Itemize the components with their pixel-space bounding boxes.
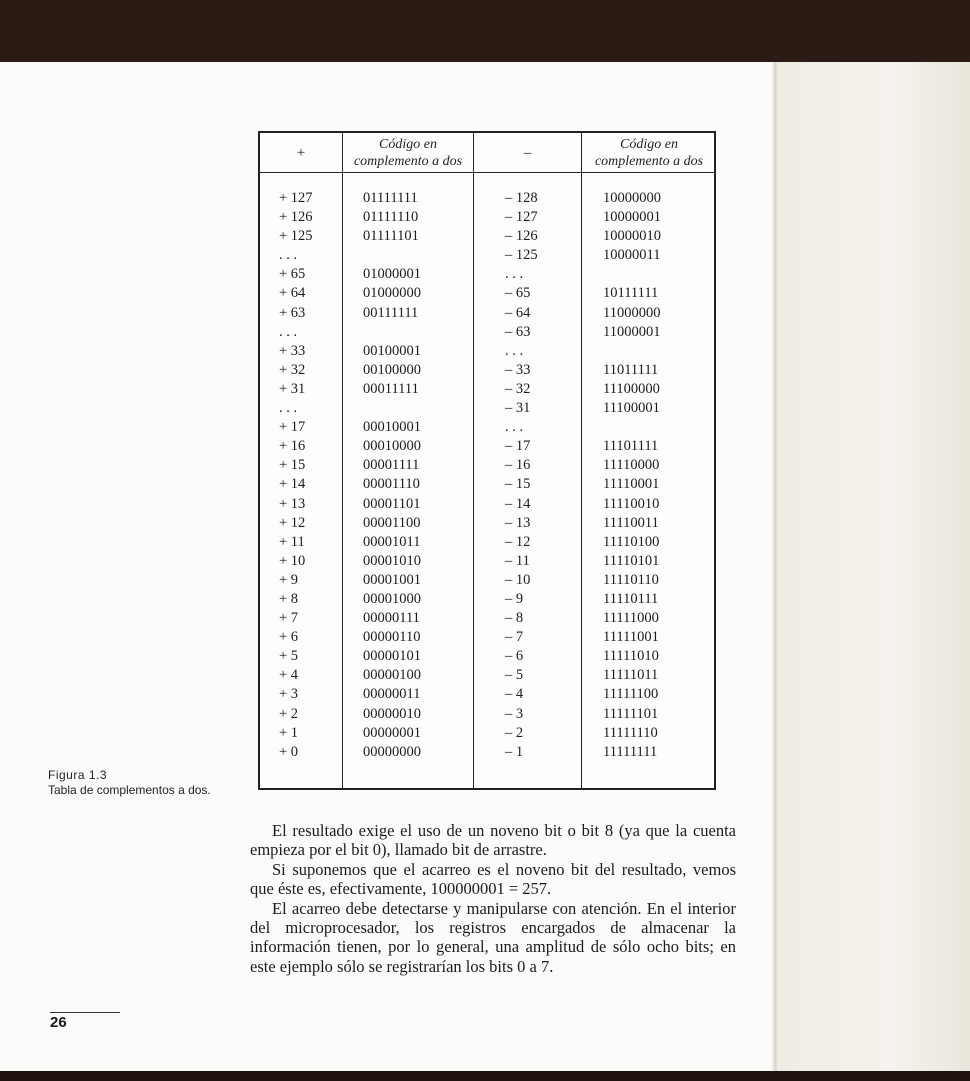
table-cell: 11000000 — [603, 304, 661, 321]
table-cell: + 13 — [279, 495, 306, 512]
table-cell: – 126 — [505, 228, 538, 245]
table-cell: + 127 — [279, 190, 313, 206]
header-code-minus — [582, 135, 716, 171]
table-cell: 00000001 — [363, 724, 421, 741]
column-negative-codes — [603, 189, 661, 762]
table-cell: 10000010 — [603, 228, 661, 245]
table-cell: 11111111 — [603, 743, 658, 760]
paragraph: El acarreo debe detectarse y manipularse con atención. En el interior del microprocesador, los registros encargados de almacenar la información tienen, por lo general, una amplitud de sólo ocho bits; en este ejemplo sólo se registrarían los bits 0 a 7. — [250, 898, 736, 976]
table-cell: 00001101 — [363, 495, 421, 512]
table-cell: . . . — [279, 247, 298, 264]
table-cell: 11111100 — [603, 686, 659, 703]
table-cell: 11000001 — [603, 323, 661, 340]
table-cell: 00000010 — [363, 705, 421, 722]
table-cell — [603, 418, 661, 437]
table-cell: 11110100 — [603, 533, 660, 550]
table-cell: 01111101 — [363, 228, 419, 245]
table-cell: 11111001 — [603, 629, 659, 646]
table-cell: + 15 — [279, 457, 306, 474]
table-cell: – 13 — [505, 514, 531, 531]
table-cell: + 9 — [279, 571, 299, 588]
table-cell: 00000011 — [363, 686, 421, 703]
table-cell: 00001111 — [363, 457, 420, 474]
table-cell: + 64 — [279, 285, 306, 302]
table-cell: + 4 — [279, 667, 299, 684]
table-cell: . . . — [279, 400, 298, 417]
table-cell: + 11 — [279, 533, 305, 550]
table-divider — [581, 133, 582, 788]
table-cell: + 5 — [279, 648, 299, 665]
table-cell: . . . — [505, 266, 524, 283]
table-cell: – 7 — [505, 629, 524, 646]
table-cell — [363, 399, 421, 418]
header-code-minus-line2: complemento a dos — [594, 154, 704, 169]
table-cell: 11110111 — [603, 590, 659, 607]
book-gutter — [772, 62, 778, 1071]
paragraph: El resultado exige el uso de un noveno bit o bit 8 (ya que la cuenta empieza por el bit 0), llamado bit de arrastre. — [250, 821, 736, 860]
table-cell: – 33 — [505, 361, 531, 378]
column-positive-codes — [363, 189, 421, 762]
table-cell: 00001000 — [363, 590, 421, 607]
table-cell: 00010001 — [363, 419, 421, 436]
table-cell: – 15 — [505, 476, 531, 493]
table-cell: – 4 — [505, 686, 524, 703]
table-cell: 00001011 — [363, 533, 421, 550]
table-cell: – 125 — [505, 247, 538, 264]
table-cell: 00000100 — [363, 667, 421, 684]
table-cell: 11100001 — [603, 400, 660, 417]
table-cell — [603, 265, 661, 284]
body-text — [250, 821, 736, 976]
table-cell: – 1 — [505, 743, 524, 760]
header-code-plus-line1: Código en — [379, 137, 437, 152]
table-cell — [603, 342, 661, 361]
table-cell: 11110011 — [603, 514, 659, 531]
table-cell: 11110110 — [603, 571, 659, 588]
table-cell: + 16 — [279, 438, 306, 455]
table-cell: + 2 — [279, 705, 299, 722]
figure-label: Figura 1.3 — [48, 768, 108, 782]
header-code-minus-line1: Código en — [620, 137, 678, 152]
table-cell: – 11 — [505, 552, 530, 569]
table-cell: 00001001 — [363, 571, 421, 588]
table-cell: . . . — [505, 419, 524, 436]
header-code-plus — [343, 135, 473, 171]
table-cell: 00111111 — [363, 304, 419, 321]
table-cell: – 5 — [505, 667, 524, 684]
table-cell: 00000101 — [363, 648, 421, 665]
table-cell: 11111011 — [603, 667, 659, 684]
table-cell: . . . — [279, 323, 298, 340]
table-cell: + 10 — [279, 552, 306, 569]
column-positive-values — [279, 189, 313, 762]
header-code-plus-line2: complemento a dos — [353, 154, 463, 169]
table-cell: 00000111 — [363, 610, 420, 627]
table-divider — [473, 133, 474, 788]
table-cell: 11110101 — [603, 552, 660, 569]
table-cell — [363, 246, 421, 265]
table-cell: – 64 — [505, 304, 531, 321]
table-cell: + 6 — [279, 629, 299, 646]
table-cell: 11110000 — [603, 457, 660, 474]
table-cell: 00000110 — [363, 629, 421, 646]
table-cell: 11111110 — [603, 724, 658, 741]
table-cell: + 8 — [279, 590, 299, 607]
table-cell: 00001100 — [363, 514, 421, 531]
header-divider — [260, 172, 714, 173]
page-number: 26 — [50, 1014, 67, 1031]
table-cell: – 17 — [505, 438, 531, 455]
table-cell: + 65 — [279, 266, 306, 283]
table-cell: 00100001 — [363, 342, 421, 359]
table-cell: + 63 — [279, 304, 306, 321]
table-cell: 01000000 — [363, 285, 421, 302]
table-cell: 10000000 — [603, 190, 661, 206]
table-cell: + 32 — [279, 361, 306, 378]
table-cell: . . . — [505, 342, 524, 359]
table-cell: + 1 — [279, 724, 299, 741]
table-divider — [342, 133, 343, 788]
table-cell: + 14 — [279, 476, 306, 493]
table-cell: + 126 — [279, 209, 313, 226]
header-plus: + — [296, 144, 306, 161]
table-cell: – 128 — [505, 190, 538, 206]
table-cell: 11111101 — [603, 705, 659, 722]
table-cell: 10000001 — [603, 209, 661, 226]
paragraph: Si suponemos que el acarreo es el noveno bit del resultado, vemos que éste es, efectivamente, 100000001 = 257. — [250, 859, 736, 899]
table-cell: 10111111 — [603, 285, 659, 302]
table-cell: – 8 — [505, 610, 524, 627]
footer-rule — [50, 1012, 120, 1013]
figure-caption-text: Tabla de complementos a dos. — [48, 783, 211, 797]
table-cell: 00011111 — [363, 380, 419, 397]
background-bottom-band — [0, 1071, 970, 1081]
table-cell: 00000000 — [363, 743, 421, 760]
table-cell: 11101111 — [603, 438, 659, 455]
table-cell: + 0 — [279, 743, 299, 760]
table-cell: 01000001 — [363, 266, 421, 283]
figure-caption — [48, 768, 248, 798]
table-cell: – 3 — [505, 705, 524, 722]
table-cell: 01111111 — [363, 190, 418, 206]
table-cell: – 12 — [505, 533, 531, 550]
table-cell: – 31 — [505, 400, 531, 417]
table-cell: + 12 — [279, 514, 306, 531]
table-cell: 00010000 — [363, 438, 421, 455]
table-cell: – 14 — [505, 495, 531, 512]
table-cell: 00001010 — [363, 552, 421, 569]
table-cell: 11111000 — [603, 610, 659, 627]
table-cell: 00001110 — [363, 476, 420, 493]
facing-page-edge — [776, 62, 970, 1071]
table-cell: – 9 — [505, 590, 524, 607]
table-cell: 10000011 — [603, 247, 661, 264]
table-cell: + 17 — [279, 419, 306, 436]
table-cell: – 6 — [505, 648, 524, 665]
twos-complement-table — [258, 131, 716, 790]
table-cell: – 63 — [505, 323, 531, 340]
table-cell: 11110010 — [603, 495, 660, 512]
column-negative-values — [505, 189, 538, 762]
table-cell: + 125 — [279, 228, 313, 245]
table-cell: + 33 — [279, 342, 306, 359]
header-minus: – — [523, 144, 532, 161]
table-cell: 11110001 — [603, 476, 660, 493]
table-cell: 01111110 — [363, 209, 419, 226]
table-cell — [363, 323, 421, 342]
table-cell: 11011111 — [603, 361, 659, 378]
background-top-band — [0, 0, 970, 62]
table-cell: 11111010 — [603, 648, 659, 665]
table-cell: + 3 — [279, 686, 299, 703]
table-cell: – 32 — [505, 380, 531, 397]
table-cell: – 127 — [505, 209, 538, 226]
table-cell: – 65 — [505, 285, 531, 302]
table-cell: 00100000 — [363, 361, 421, 378]
table-cell: – 10 — [505, 571, 531, 588]
table-cell: + 31 — [279, 380, 306, 397]
table-cell: – 2 — [505, 724, 524, 741]
table-cell: – 16 — [505, 457, 531, 474]
table-cell: + 7 — [279, 610, 299, 627]
table-cell: 11100000 — [603, 380, 660, 397]
